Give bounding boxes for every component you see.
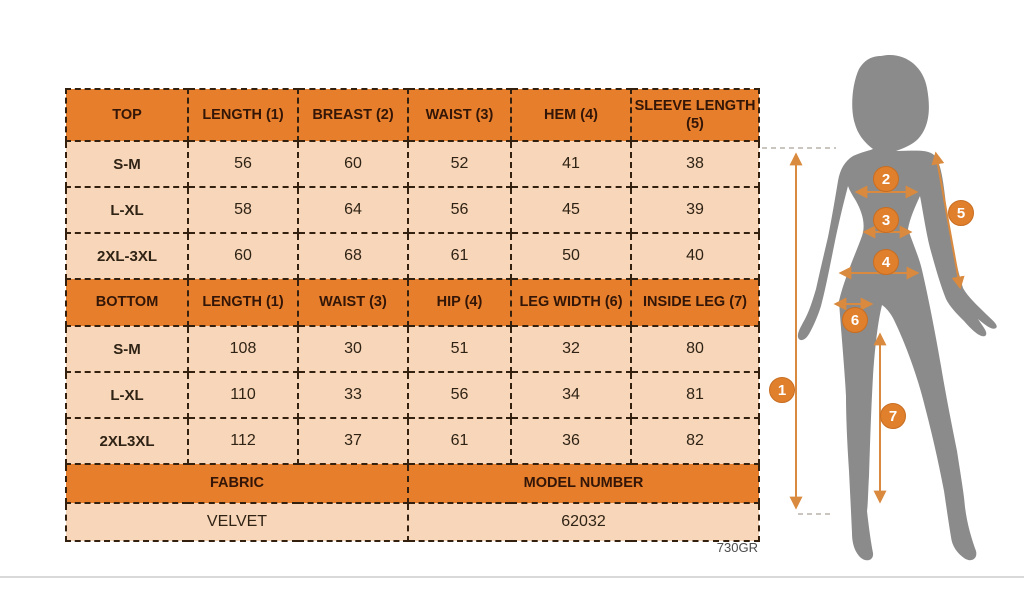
top-row-2xl3xl (66, 233, 759, 279)
column-header-hip: HIP (4) (408, 279, 511, 326)
top-row-lxl (66, 187, 759, 233)
top-row-sm (66, 141, 759, 187)
value-cell: 110 (188, 372, 298, 418)
size-cell: S-M (66, 326, 188, 372)
fabric-label: FABRIC (66, 464, 408, 503)
value-cell: 60 (188, 233, 298, 279)
value-cell: 34 (511, 372, 631, 418)
column-header-hem: HEM (4) (511, 89, 631, 141)
size-chart-table (65, 88, 760, 542)
column-header-top: TOP (66, 89, 188, 141)
value-cell: 80 (631, 326, 759, 372)
measure-marker-2: 2 (873, 166, 899, 192)
value-cell: 41 (511, 141, 631, 187)
value-cell: 68 (298, 233, 408, 279)
model-number-value: 62032 (408, 503, 759, 541)
column-header-waist: WAIST (3) (408, 89, 511, 141)
size-cell: 2XL3XL (66, 418, 188, 464)
column-header-inside-leg: INSIDE LEG (7) (631, 279, 759, 326)
bottom-row-sm (66, 326, 759, 372)
woman-silhouette (798, 55, 997, 560)
measure-marker-4: 4 (873, 249, 899, 275)
model-number-label: MODEL NUMBER (408, 464, 759, 503)
value-cell: 36 (511, 418, 631, 464)
value-cell: 56 (408, 187, 511, 233)
measure-marker-3: 3 (873, 207, 899, 233)
column-header-waist: WAIST (3) (298, 279, 408, 326)
column-header-length: LENGTH (1) (188, 89, 298, 141)
bottom-row-2xl3xl (66, 418, 759, 464)
value-cell: 56 (408, 372, 511, 418)
fabric-model-header-row (66, 464, 759, 503)
value-cell: 52 (408, 141, 511, 187)
value-cell: 58 (188, 187, 298, 233)
column-header-breast: BREAST (2) (298, 89, 408, 141)
size-cell: S-M (66, 141, 188, 187)
top-header-row (66, 89, 759, 141)
value-cell: 56 (188, 141, 298, 187)
measure-marker-5: 5 (948, 200, 974, 226)
size-cell: 2XL-3XL (66, 233, 188, 279)
value-cell: 33 (298, 372, 408, 418)
value-cell: 51 (408, 326, 511, 372)
measurement-figure (750, 0, 1024, 589)
fabric-value: VELVET (66, 503, 408, 541)
value-cell: 81 (631, 372, 759, 418)
value-cell: 61 (408, 233, 511, 279)
column-header-length: LENGTH (1) (188, 279, 298, 326)
value-cell: 61 (408, 418, 511, 464)
value-cell: 112 (188, 418, 298, 464)
bottom-divider (0, 576, 1024, 578)
weight-note: 730GR (716, 540, 758, 555)
column-header-sleeve: SLEEVE LENGTH (5) (631, 89, 759, 141)
value-cell: 38 (631, 141, 759, 187)
value-cell: 37 (298, 418, 408, 464)
measure-marker-1: 1 (769, 377, 795, 403)
value-cell: 30 (298, 326, 408, 372)
bottom-header-row (66, 279, 759, 326)
value-cell: 50 (511, 233, 631, 279)
value-cell: 108 (188, 326, 298, 372)
column-header-bottom: BOTTOM (66, 279, 188, 326)
value-cell: 45 (511, 187, 631, 233)
bottom-row-lxl (66, 372, 759, 418)
size-cell: L-XL (66, 372, 188, 418)
value-cell: 39 (631, 187, 759, 233)
size-cell: L-XL (66, 187, 188, 233)
value-cell: 40 (631, 233, 759, 279)
value-cell: 60 (298, 141, 408, 187)
column-header-leg-width: LEG WIDTH (6) (511, 279, 631, 326)
measure-marker-7: 7 (880, 403, 906, 429)
value-cell: 64 (298, 187, 408, 233)
fabric-model-value-row (66, 503, 759, 541)
value-cell: 32 (511, 326, 631, 372)
value-cell: 82 (631, 418, 759, 464)
measure-marker-6: 6 (842, 307, 868, 333)
